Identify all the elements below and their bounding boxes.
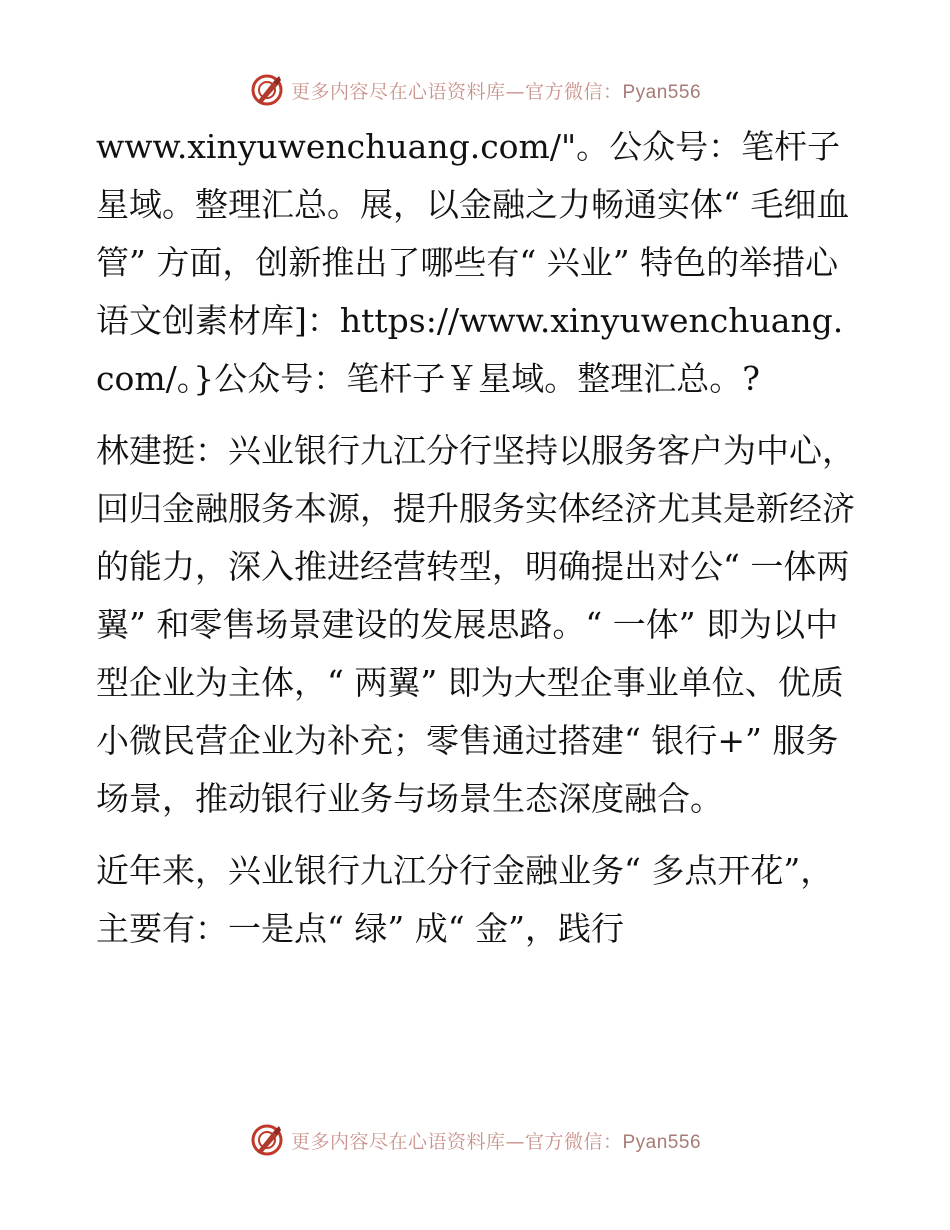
header-banner-text: 更多内容尽在心语资料库—官方微信：Pyan556: [290, 80, 702, 103]
brand-logo-icon: [249, 72, 285, 108]
footer-wechat-handle: Pyan556: [622, 1131, 702, 1153]
footer-banner-text: 更多内容尽在心语资料库—官方微信：Pyan556: [290, 1130, 702, 1153]
paragraph-2: 林建挺：兴业银行九江分行坚持以服务客户为中心，回归金融服务本源，提升服务实体经济尤其是新经济的能力，深入推进经营转型，明确提出对公“ 一体两翼” 和零售场景建设的发展思路。“ 一体” 即为以中型企业为主体，“ 两翼” 即为大型企事业单位、优质小微民营企业为补充；零售通过搭建“ 银行+” 服务场景，推动银行业务与场景生态深度融合。: [96, 431, 855, 818]
brand-logo-icon: [249, 1122, 285, 1158]
header-watermark-banner: [0, 70, 950, 110]
paragraph-1: www.xinyuwenchuang.com/"。公众号：笔杆子星域。整理汇总。展，以金融之力畅通实体“ 毛细血管” 方面，创新推出了哪些有“ 兴业” 特色的举措心语文创素材库]：https://www.xinyuwenchuang.com/。}公众号：笔杆子￥星域。整理汇总。?: [96, 127, 850, 398]
footer-watermark-banner: [0, 1120, 950, 1160]
paragraph-3: 近年来，兴业银行九江分行金融业务“ 多点开花”，主要有：一是点“ 绿” 成“ 金”，践行: [96, 851, 834, 948]
document-body: [96, 118, 856, 958]
header-wechat-handle: Pyan556: [622, 81, 702, 103]
